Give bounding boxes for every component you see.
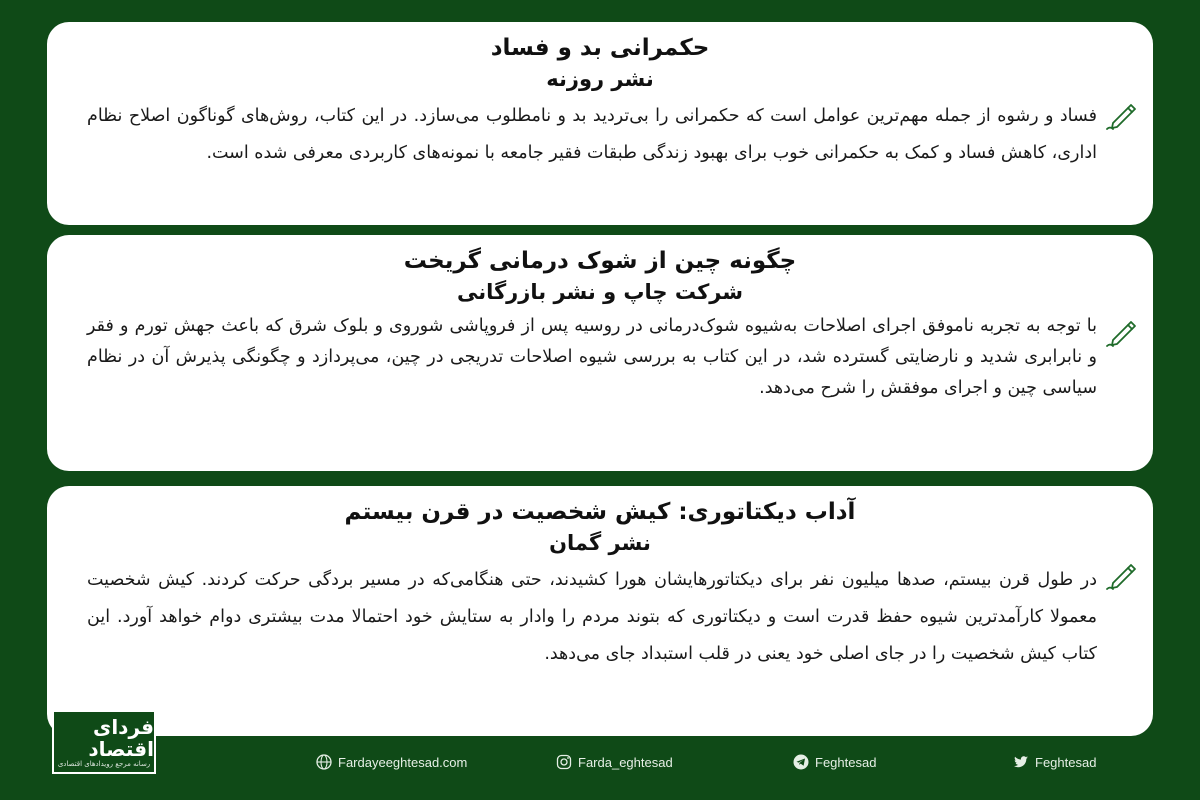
website-label: Fardayeeghtesad.com: [338, 754, 468, 770]
twitter-link[interactable]: [1013, 752, 1096, 772]
book-card-2: [47, 235, 1153, 471]
twitter-icon: [1013, 754, 1029, 770]
website-link[interactable]: [316, 752, 467, 772]
instagram-label: Farda_eghtesad: [578, 754, 673, 770]
book-description: با توجه به تجربه ناموفق اجرای اصلاحات به‌شیوه شوک‌درمانی در روسیه پس از فروپاشی شوروی و بلوک شرق که باعث جهش تورم و فقر و نابرابری شدید و نارضایتی گسترده شد، در این کتاب به بررسی شیوه اصلاحات تدریجی در چین، می‌پردازد و چگونگی پذیرش آن در نظام سیاسی چین و اجرای موفقش را شرح می‌دهد.: [87, 316, 1097, 398]
pencil-icon: [1105, 313, 1141, 349]
book-card-1: [47, 22, 1153, 225]
book-description: در طول قرن بیستم، صدها میلیون نفر برای دیکتاتورهایشان هورا کشیدند، حتی هنگامی‌که در مسیر بردگی حرکت کردند. کیش شخصیت معمولا کارآمدترین شیوه حفظ قدرت است و دیکتاتوری که بتوند مردم را وادار به ستایش خود احتمالا مدت بیشتری دوام خواهد آورد. این کتاب کیش شخصیت را در جای اصلی خود یعنی در قلب استبداد جای می‌دهد.: [87, 570, 1097, 664]
telegram-label: Feghtesad: [815, 754, 877, 770]
book-publisher: نشر گمان: [549, 531, 651, 555]
book-title: حکمرانی بد و فساد: [490, 35, 710, 61]
book-title: چگونه چین از شوک درمانی گریخت: [403, 248, 797, 274]
pencil-icon: [1105, 556, 1141, 592]
instagram-link[interactable]: [556, 752, 673, 772]
book-publisher: شرکت چاپ و نشر بازرگانی: [456, 280, 744, 304]
globe-icon: [316, 754, 332, 770]
logo-tagline: رسانه مرجع رویدادهای اقتصادی: [57, 759, 151, 768]
brand-logo: [52, 710, 156, 774]
logo-text: فردای اقتصاد: [88, 714, 154, 761]
telegram-icon: [793, 754, 809, 770]
book-title: آداب دیکتاتوری: کیش شخصیت در قرن بیستم: [344, 499, 856, 525]
book-card-3: [47, 486, 1153, 736]
twitter-label: Feghtesad: [1035, 754, 1097, 770]
instagram-icon: [556, 754, 572, 770]
pencil-icon: [1105, 96, 1141, 132]
book-description: فساد و رشوه از جمله مهم‌ترین عوامل است که حکمرانی را بی‌تردید بد و نامطلوب می‌سازد. در این کتاب، روش‌های گوناگون اصلاح نظام اداری، کاهش فساد و کمک به حکمرانی خوب برای بهبود زندگی طبقات فقیر جامعه با نمونه‌های کاربردی معرفی شده است.: [87, 106, 1097, 163]
book-publisher: نشر روزنه: [546, 67, 654, 91]
telegram-link[interactable]: [793, 752, 876, 772]
